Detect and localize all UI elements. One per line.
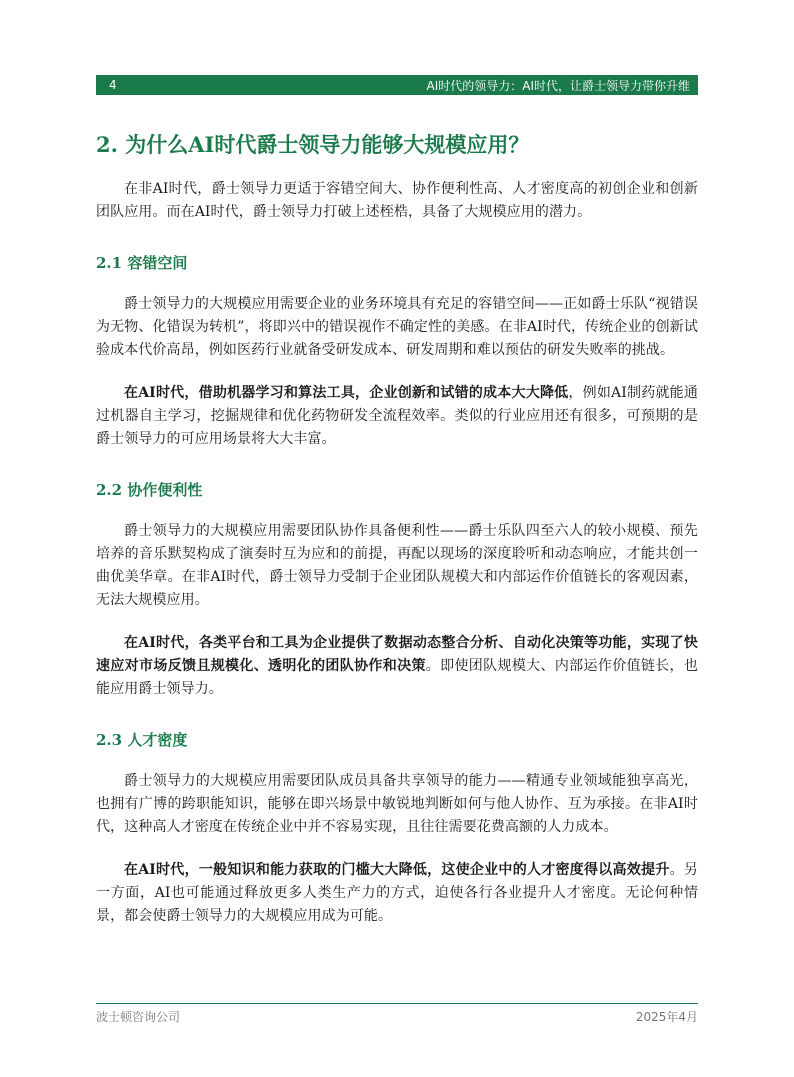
main-content: [96, 130, 698, 928]
footer-company: 波士顿咨询公司: [96, 1010, 181, 1024]
section-intro: 在非AI时代，爵士领导力更适于容错空间大、协作便利性高、人才密度高的初创企业和创新团队应用。而在AI时代，爵士领导力打破上述桎梏，具备了大规模应用的潜力。: [96, 181, 698, 220]
header-bar: [96, 75, 698, 95]
tolerance-paragraph-2: [96, 382, 698, 451]
subsection-title-collaboration: 2.2 协作便利性: [96, 481, 203, 499]
section-title: 2. 为什么AI时代爵士领导力能够大规模应用？: [96, 132, 530, 157]
tolerance-paragraph-1: 爵士领导力的大规模应用需要企业的业务环境具有充足的容错空间——正如爵士乐队“视错误为无物、化错误为转机”，将即兴中的错误视作不确定性的美感。在非AI时代，传统企业的创新试验成本代价高昂，例如医药行业就备受研发成本、研发周期和难以预估的研发失败率的挑战。: [96, 296, 698, 358]
subsection-title-tolerance: 2.1 容错空间: [96, 254, 188, 272]
footer-divider: [96, 1003, 698, 1004]
page-number: 4: [109, 78, 117, 92]
collaboration-rest: 。即使团队规模大、内部运作价值链长，也能应用爵士领导力。: [96, 658, 698, 697]
footer-date: 2025年4月: [635, 1010, 698, 1024]
footer: [96, 1008, 698, 1025]
talent-bold-lead: 在AI时代，一般知识和能力获取的门槛大大降低，这使企业中的人才密度得以高效提升: [124, 862, 670, 878]
talent-paragraph-2: [96, 859, 698, 928]
talent-paragraph-1: 爵士领导力的大规模应用需要团队成员具备共享领导的能力——精通专业领域能独享高光，也拥有广博的跨职能知识，能够在即兴场景中敏锐地判断如何与他人协作、互为承接。在非AI时代，这种高人才密度在传统企业中并不容易实现，且往往需要花费高额的人力成本。: [96, 773, 698, 835]
subsection-title-talent: 2.3 人才密度: [96, 731, 188, 749]
talent-rest: 。另一方面，AI也可能通过释放更多人类生产力的方式，迫使各行各业提升人才密度。无论何种情景，都会使爵士领导力的大规模应用成为可能。: [96, 862, 699, 924]
tolerance-rest: ，例如AI制药就能通过机器自主学习，挖掘规律和优化药物研发全流程效率。类似的行业应用还有很多，可预期的是爵士领导力的可应用场景将大大丰富。: [96, 385, 699, 447]
running-title: AI时代的领导力：AI时代，让爵士领导力带你升维: [426, 78, 690, 93]
collaboration-paragraph-1: 爵士领导力的大规模应用需要团队协作具备便利性——爵士乐队四至六人的较小规模、预先培养的音乐默契构成了演奏时互为应和的前提，再配以现场的深度聆听和动态响应，才能共创一曲优美华章。在非AI时代，爵士领导力受制于企业团队规模大和内部运作价值链长的客观因素，无法大规模应用。: [96, 523, 698, 608]
collaboration-paragraph-2: [96, 632, 698, 701]
tolerance-bold-lead: 在AI时代，借助机器学习和算法工具，企业创新和试错的成本大大降低: [124, 385, 569, 401]
collaboration-bold-lead: 在AI时代，各类平台和工具为企业提供了数据动态整合分析、自动化决策等功能，实现了快速应对市场反馈且规模化、透明化的团队协作和决策: [96, 635, 698, 674]
